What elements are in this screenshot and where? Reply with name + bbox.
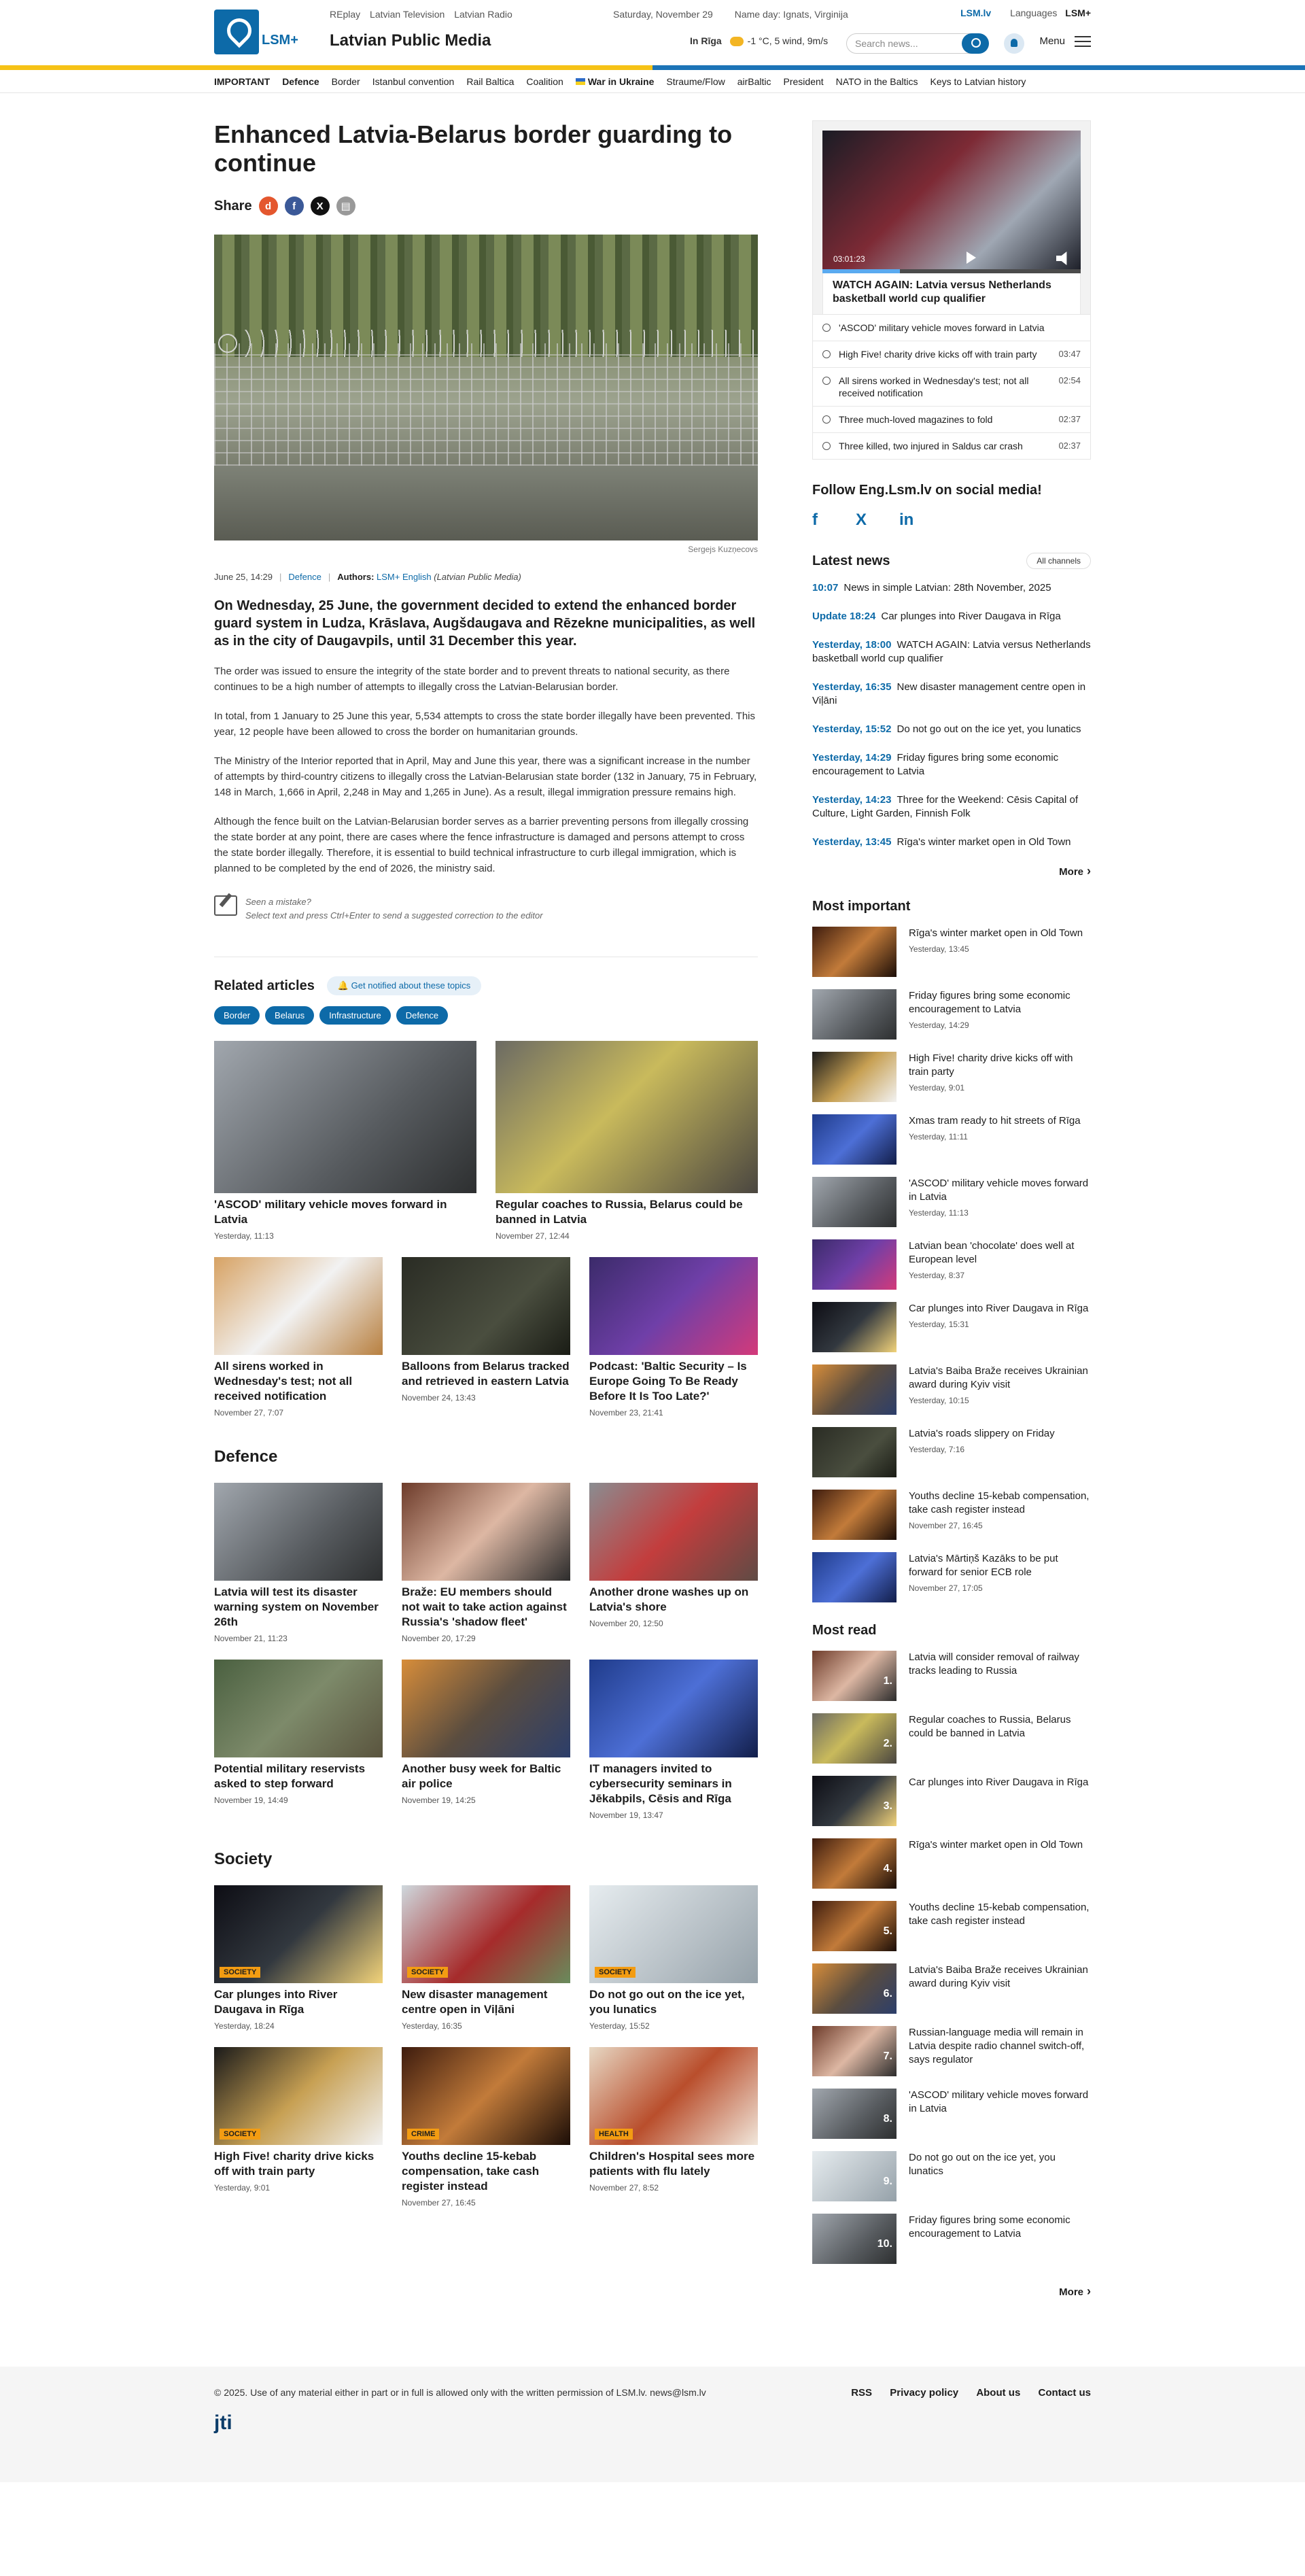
- most-read-item[interactable]: 9. Do not go out on the ice yet, you lunatics: [812, 2151, 1091, 2201]
- video-list-item[interactable]: High Five! charity drive kicks off with train party 03:47: [813, 341, 1090, 367]
- ukraine-flag-icon: [576, 78, 585, 85]
- thumbnail[interactable]: [812, 1177, 897, 1227]
- article-column: [214, 120, 758, 2299]
- card-title[interactable]: Do not go out on the ice yet, you lunatics: [589, 1988, 745, 2016]
- facebook-share-icon[interactable]: f: [285, 196, 304, 216]
- topic-coalition[interactable]: Coalition: [526, 76, 563, 87]
- article-paragraph: Although the fence built on the Latvian-Belarusian border serves as a barrier preventing persons from illegally crossing the state border at any point, there are cases where the fence infrastructure is damaged and persons attempt to cross the state border illegally. Therefore, it is essential to build technical infrastructure to curb illegal immigration, which is planned to be completed by the end of 2026, the ministry said.: [214, 816, 749, 874]
- society-section-title[interactable]: Society: [214, 1850, 273, 1868]
- video-list-item[interactable]: Three killed, two injured in Saldus car crash 02:37: [813, 432, 1090, 459]
- date-info: [613, 9, 867, 20]
- most-read-item[interactable]: 10. Friday figures bring some economic encouragement to Latvia: [812, 2214, 1091, 2264]
- video-title[interactable]: WATCH AGAIN: Latvia versus Netherlands basketball world cup qualifier: [822, 273, 1081, 314]
- card-date: November 19, 14:49: [214, 1796, 288, 1805]
- video-list-item[interactable]: All sirens worked in Wednesday's test; not all received notification 02:54: [813, 367, 1090, 406]
- card-image[interactable]: [402, 1483, 570, 1581]
- play-circle-icon: [822, 442, 831, 450]
- thumbnail[interactable]: 7.: [812, 2026, 897, 2076]
- article-paragraph: The Ministry of the Interior reported that in April, May and June this year, there was a significant increase in the number of attempts by third-country citizens to illegally cross the Latvian-Belarusian state border (132 in January, 75 in February, 148 in March, 1,666 in April, 2,248 in May and 1,265 in June). As a result, illegal immigration pressure remains high.: [214, 755, 757, 798]
- article-date: June 25, 14:29: [214, 572, 273, 582]
- article-paragraph: In total, from 1 January to 25 June this year, 5,534 attempts to cross the state border illegally have been prevented. This year, 12 people have been allowed to cross the border on humanitarian grounds.: [214, 710, 756, 738]
- thumbnail[interactable]: [812, 927, 897, 977]
- footer-links: [836, 2387, 1091, 2399]
- color-stripe: [0, 65, 1305, 70]
- latest-news-item[interactable]: Yesterday, 15:52 Do not go out on the ice yet, you lunatics: [812, 723, 1081, 735]
- thumbnail[interactable]: [812, 1302, 897, 1352]
- search-input[interactable]: Search news...: [846, 33, 982, 54]
- defence-card[interactable]: [214, 1483, 383, 1643]
- card-title[interactable]: Another drone washes up on Latvia's shore: [589, 1585, 749, 1613]
- volume-icon[interactable]: [1056, 252, 1071, 265]
- related-header: [214, 976, 758, 995]
- rss-link[interactable]: RSS: [851, 2387, 873, 2399]
- article-lead: On Wednesday, 25 June, the government decided to extend the enhanced border guard system in Ludza, Krāslava, Augšdaugava and Rēzekne municipalities, as well as in the city of Daugavpils, until 31 December this year.: [214, 598, 756, 649]
- most-important-item[interactable]: 'ASCOD' military vehicle moves forward in Latvia Yesterday, 11:13: [812, 1177, 1091, 1227]
- defence-card[interactable]: [214, 1660, 383, 1820]
- card-image[interactable]: [214, 1660, 383, 1757]
- cloud-sun-icon: [730, 37, 744, 46]
- video-progress[interactable]: [822, 269, 1081, 273]
- play-circle-icon: [822, 415, 831, 424]
- top-link-ltv[interactable]: Latvian Television: [370, 9, 445, 20]
- card-title[interactable]: New disaster management centre open in Viļāni: [402, 1988, 548, 2016]
- thumbnail[interactable]: [812, 989, 897, 1040]
- author-org: (Latvian Public Media): [434, 572, 521, 582]
- latest-more-link[interactable]: More ›: [812, 864, 1091, 878]
- topic-war-ukraine[interactable]: War in Ukraine: [587, 76, 655, 87]
- defence-card[interactable]: [402, 1660, 570, 1820]
- card-date: November 20, 12:50: [589, 1619, 663, 1628]
- defence-grid-1: [214, 1483, 758, 1643]
- card-image[interactable]: [589, 1483, 758, 1581]
- notify-topics-button[interactable]: 🔔 Get notified about these topics: [327, 976, 481, 995]
- card-title[interactable]: Regular coaches to Russia, Belarus could be banned in Latvia: [495, 1198, 743, 1226]
- thumbnail[interactable]: [812, 1552, 897, 1602]
- card-title[interactable]: High Five! charity drive kicks off with train party: [214, 2150, 375, 2178]
- defence-card[interactable]: [589, 1483, 758, 1643]
- card-date: Yesterday, 9:01: [214, 2183, 271, 2193]
- thumbnail[interactable]: [812, 1427, 897, 1477]
- thumbnail[interactable]: 10.: [812, 2214, 897, 2264]
- important-label: IMPORTANT: [214, 76, 271, 87]
- thumbnail[interactable]: [812, 1490, 897, 1540]
- latest-news-item[interactable]: Yesterday, 14:29 Friday figures bring some economic encouragement to Latvia: [812, 752, 1059, 777]
- video-list: [813, 314, 1090, 459]
- defence-grid-2: [214, 1660, 758, 1820]
- category-badge: SOCIETY: [220, 2129, 260, 2140]
- search-icon[interactable]: [962, 33, 989, 54]
- topic-straume[interactable]: Straume/Flow: [666, 76, 725, 87]
- image-credit: Sergejs Kuzņecovs: [688, 545, 758, 554]
- tag-border[interactable]: Border: [214, 1006, 260, 1025]
- facebook-icon[interactable]: f: [812, 511, 818, 529]
- society-card[interactable]: [402, 1885, 570, 2031]
- most-read-title: Most read: [812, 1623, 877, 1638]
- latest-news-item[interactable]: 10:07 News in simple Latvian: 28th November, 2025: [812, 582, 1051, 594]
- society-card[interactable]: [589, 1885, 758, 2031]
- card-title[interactable]: Children's Hospital sees more patients with flu lately: [589, 2150, 755, 2178]
- thumbnail[interactable]: 3.: [812, 1776, 897, 1826]
- most-important-item[interactable]: Latvia's roads slippery on Friday Yesterday, 7:16: [812, 1427, 1091, 1477]
- latest-news-item[interactable]: Yesterday, 13:45 Rīga's winter market open in Old Town: [812, 836, 1071, 848]
- most-important-item[interactable]: Youths decline 15-kebab compensation, take cash register instead November 27, 16:45: [812, 1490, 1091, 1540]
- most-important-list: [812, 927, 1091, 1602]
- related-card[interactable]: [589, 1257, 758, 1418]
- card-title[interactable]: Youths decline 15-kebab compensation, take cash register instead: [402, 2150, 540, 2193]
- most-read-item[interactable]: 6. Latvia's Baiba Braže receives Ukrainian award during Kyiv visit: [812, 1963, 1091, 2014]
- category-badge: CRIME: [407, 2129, 439, 2140]
- most-read-item[interactable]: 2. Regular coaches to Russia, Belarus could be banned in Latvia: [812, 1713, 1091, 1764]
- latest-news-item[interactable]: Yesterday, 18:00 WATCH AGAIN: Latvia versus Netherlands basketball world cup qualifier: [812, 639, 1091, 664]
- logo-text[interactable]: LSM+: [262, 33, 298, 48]
- thumbnail[interactable]: [812, 1364, 897, 1415]
- jti-logo[interactable]: jti: [214, 2411, 232, 2434]
- defence-card[interactable]: [402, 1483, 570, 1643]
- latest-news-list: [812, 581, 1091, 849]
- related-grid-top: [214, 1041, 758, 1241]
- most-read-item[interactable]: 1. Latvia will consider removal of railway tracks leading to Russia: [812, 1651, 1091, 1701]
- topic-president[interactable]: President: [783, 76, 824, 87]
- card-image[interactable]: [589, 1257, 758, 1355]
- play-icon[interactable]: [967, 252, 976, 264]
- most-read-item[interactable]: 5. Youths decline 15-kebab compensation, take cash register instead: [812, 1901, 1091, 1951]
- card-date: November 23, 21:41: [589, 1408, 663, 1418]
- thumbnail[interactable]: 2.: [812, 1713, 897, 1764]
- top-link-radio[interactable]: Latvian Radio: [454, 9, 512, 20]
- authors-label: Authors:: [337, 572, 375, 582]
- tag-belarus[interactable]: Belarus: [265, 1006, 314, 1025]
- card-title[interactable]: Braže: EU members should not wait to take action against Russia's 'shadow fleet': [402, 1585, 567, 1628]
- draugiem-share-icon[interactable]: d: [259, 196, 278, 216]
- play-circle-icon: [822, 324, 831, 332]
- most-read-list: [812, 1651, 1091, 2264]
- x-share-icon[interactable]: X: [311, 196, 330, 216]
- defence-card[interactable]: [589, 1660, 758, 1820]
- thumbnail[interactable]: 8.: [812, 2089, 897, 2139]
- print-icon[interactable]: ▤: [336, 196, 355, 216]
- most-important-item[interactable]: Latvia's Baiba Braže receives Ukrainian award during Kyiv visit Yesterday, 10:15: [812, 1364, 1091, 1415]
- society-grid-2: [214, 2047, 758, 2208]
- article-hero-image: [214, 235, 758, 540]
- card-title[interactable]: Balloons from Belarus tracked and retrieved in eastern Latvia: [402, 1360, 570, 1388]
- topic-border[interactable]: Border: [331, 76, 360, 87]
- most-important-item[interactable]: Rīga's winter market open in Old Town Yesterday, 13:45: [812, 927, 1091, 977]
- thumbnail[interactable]: 4.: [812, 1838, 897, 1889]
- name-day: Name day: Ignats, Virginija: [734, 9, 848, 20]
- thumbnail[interactable]: [812, 1239, 897, 1290]
- card-date: November 19, 13:47: [589, 1810, 663, 1820]
- category-badge: SOCIETY: [220, 1967, 260, 1978]
- thumbnail[interactable]: 6.: [812, 1963, 897, 2014]
- video-list-item[interactable]: Three much-loved magazines to fold 02:37: [813, 406, 1090, 432]
- tag-defence[interactable]: Defence: [396, 1006, 448, 1025]
- defence-section-title[interactable]: Defence: [214, 1447, 278, 1466]
- linkedin-icon[interactable]: in: [899, 511, 914, 529]
- card-date: November 27, 7:07: [214, 1408, 284, 1418]
- video-list-item[interactable]: 'ASCOD' military vehicle moves forward in Latvia: [813, 314, 1090, 341]
- society-grid-1: [214, 1885, 758, 2031]
- related-card[interactable]: [495, 1041, 758, 1241]
- card-date: November 21, 11:23: [214, 1634, 288, 1643]
- menu-label: Menu: [1039, 35, 1065, 47]
- most-read-item[interactable]: 3. Car plunges into River Daugava in Rīga: [812, 1776, 1091, 1826]
- society-card[interactable]: [214, 2047, 383, 2208]
- card-image[interactable]: [589, 1885, 758, 1983]
- card-image[interactable]: [214, 1885, 383, 1983]
- current-date: Saturday, November 29: [613, 9, 713, 20]
- hamburger-icon: [1075, 36, 1091, 47]
- copyright: © 2025. Use of any material either in part or in full is allowed only with the written permission of LSM.lv. news@lsm.lv: [214, 2387, 706, 2398]
- top-links: [330, 9, 519, 20]
- weather-text: -1 °C, 5 wind, 9m/s: [747, 35, 829, 46]
- most-read-more-link[interactable]: More ›: [812, 2284, 1091, 2299]
- thumbnail[interactable]: 1.: [812, 1651, 897, 1701]
- category-badge: SOCIETY: [595, 1967, 636, 1978]
- contact-link[interactable]: Contact us: [1038, 2387, 1091, 2399]
- lsm-link[interactable]: LSM.lv: [960, 7, 992, 18]
- most-important-item[interactable]: Xmas tram ready to hit streets of Rīga Yesterday, 11:11: [812, 1114, 1091, 1165]
- follow-title: Follow Eng.Lsm.lv on social media!: [812, 483, 1042, 498]
- channels-dropdown[interactable]: All channels: [1026, 553, 1091, 569]
- languages-link[interactable]: Languages: [1010, 7, 1058, 18]
- card-title[interactable]: Another busy week for Baltic air police: [402, 1762, 561, 1790]
- report-mistake: [214, 895, 758, 923]
- category-badge: SOCIETY: [407, 1967, 448, 1978]
- related-card[interactable]: [214, 1041, 476, 1241]
- footer: [0, 2367, 1305, 2482]
- thumbnail[interactable]: [812, 1114, 897, 1165]
- topics-bar: [0, 70, 1305, 93]
- card-title[interactable]: All sirens worked in Wednesday's test; not all received notification: [214, 1360, 353, 1403]
- card-title[interactable]: 'ASCOD' military vehicle moves forward in Latvia: [214, 1198, 447, 1226]
- card-date: Yesterday, 15:52: [589, 2021, 650, 2031]
- video-widget: [812, 120, 1091, 460]
- weather-city: In Rīga: [690, 35, 722, 46]
- most-read-item[interactable]: 4. Rīga's winter market open in Old Town: [812, 1838, 1091, 1889]
- pencil-icon: [214, 895, 237, 916]
- card-image[interactable]: [402, 1660, 570, 1757]
- latest-news-item[interactable]: Yesterday, 16:35 New disaster management centre open in Viļāni: [812, 681, 1086, 706]
- latest-news-item[interactable]: Yesterday, 14:23 Three for the Weekend: Cēsis Capital of Culture, Light Garden, Finnish Folk: [812, 794, 1079, 819]
- card-image[interactable]: [214, 1257, 383, 1355]
- card-image[interactable]: [495, 1041, 758, 1193]
- top-right-links: [960, 7, 1091, 18]
- top-link-replay[interactable]: REplay: [330, 9, 361, 20]
- card-image[interactable]: [402, 1885, 570, 1983]
- menu-button[interactable]: [1039, 35, 1091, 47]
- most-important-title: Most important: [812, 899, 911, 914]
- article-category[interactable]: Defence: [288, 572, 321, 582]
- tag-infrastructure[interactable]: Infrastructure: [319, 1006, 391, 1025]
- weather-widget[interactable]: [690, 35, 828, 46]
- card-title[interactable]: Latvia will test its disaster warning system on November 26th: [214, 1585, 379, 1628]
- society-card[interactable]: [214, 1885, 383, 2031]
- card-date: November 27, 12:44: [495, 1231, 570, 1241]
- topic-history[interactable]: Keys to Latvian history: [930, 76, 1026, 87]
- topic-nato[interactable]: NATO in the Baltics: [835, 76, 918, 87]
- card-image[interactable]: [214, 1483, 383, 1581]
- lsm-logo-icon[interactable]: [214, 10, 259, 54]
- play-circle-icon: [822, 350, 831, 358]
- society-card[interactable]: [589, 2047, 758, 2208]
- card-image[interactable]: [589, 2047, 758, 2145]
- article-paragraph: The order was issued to ensure the integrity of the state border and to prevent threats to national security, as there continues to be a high number of attempts to illegally cross the Latvian-Belarusian border.: [214, 666, 730, 693]
- most-important-item[interactable]: Latvian bean 'chocolate' does well at European level Yesterday, 8:37: [812, 1239, 1091, 1290]
- related-card[interactable]: [214, 1257, 383, 1418]
- mistake-text: Select text and press Ctrl+Enter to send a suggested correction to the editor: [245, 910, 543, 921]
- card-title[interactable]: IT managers invited to cybersecurity seminars in Jēkabpils, Cēsis and Rīga: [589, 1762, 732, 1805]
- author-link[interactable]: LSM+ English: [377, 572, 432, 582]
- card-title[interactable]: Potential military reservists asked to step forward: [214, 1762, 366, 1790]
- article-body: [214, 664, 758, 876]
- share-label: Share: [214, 198, 252, 213]
- sidebar: [812, 120, 1091, 2299]
- card-date: Yesterday, 16:35: [402, 2021, 462, 2031]
- x-icon[interactable]: X: [856, 511, 867, 529]
- social-links: [812, 511, 1091, 530]
- card-date: November 24, 13:43: [402, 1393, 476, 1403]
- card-date: Yesterday, 18:24: [214, 2021, 275, 2031]
- most-important-item[interactable]: Latvia's Mārtiņš Kazāks to be put forward for senior ECB role November 27, 17:05: [812, 1552, 1091, 1602]
- play-circle-icon: [822, 377, 831, 385]
- lsm-plus-link[interactable]: LSM+: [1065, 7, 1091, 18]
- video-time: 03:01:23: [833, 254, 865, 264]
- latest-news-header: [812, 553, 1091, 569]
- thumbnail[interactable]: [812, 1052, 897, 1102]
- card-image[interactable]: [214, 1041, 476, 1193]
- bell-icon[interactable]: [1004, 33, 1024, 54]
- category-badge: HEALTH: [595, 2129, 633, 2140]
- most-important-item[interactable]: Car plunges into River Daugava in Rīga Yesterday, 15:31: [812, 1302, 1091, 1352]
- topic-tags: [214, 1006, 758, 1025]
- video-player[interactable]: [822, 131, 1081, 273]
- topic-airbaltic[interactable]: airBaltic: [737, 76, 771, 87]
- card-date: November 20, 17:29: [402, 1634, 476, 1643]
- most-read-item[interactable]: 7. Russian-language media will remain in Latvia despite radio channel switch-off, says regulator: [812, 2026, 1091, 2076]
- thumbnail[interactable]: 5.: [812, 1901, 897, 1951]
- related-grid-bottom: [214, 1257, 758, 1418]
- site-name[interactable]: Latvian Public Media: [330, 31, 491, 50]
- about-link[interactable]: About us: [976, 2387, 1021, 2399]
- topic-defence[interactable]: Defence: [282, 76, 319, 87]
- most-important-item[interactable]: Friday figures bring some economic encouragement to Latvia Yesterday, 14:29: [812, 989, 1091, 1040]
- card-title[interactable]: Car plunges into River Daugava in Rīga: [214, 1988, 338, 2016]
- card-image[interactable]: [214, 2047, 383, 2145]
- card-title[interactable]: Podcast: 'Baltic Security – Is Europe Going To Be Ready Before It Is Too Late?': [589, 1360, 747, 1403]
- site-header: [0, 0, 1305, 65]
- card-date: Yesterday, 11:13: [214, 1231, 274, 1241]
- share-bar: [214, 196, 758, 216]
- mistake-title: Seen a mistake?: [245, 897, 311, 907]
- card-image[interactable]: [589, 1660, 758, 1757]
- card-image[interactable]: [402, 2047, 570, 2145]
- privacy-link[interactable]: Privacy policy: [890, 2387, 959, 2399]
- related-card[interactable]: [402, 1257, 570, 1418]
- topic-rail-baltica[interactable]: Rail Baltica: [466, 76, 515, 87]
- article-title: Enhanced Latvia-Belarus border guarding to continue: [214, 120, 733, 177]
- thumbnail[interactable]: 9.: [812, 2151, 897, 2201]
- society-card[interactable]: [402, 2047, 570, 2208]
- card-date: November 27, 16:45: [402, 2198, 476, 2208]
- card-date: November 19, 14:25: [402, 1796, 476, 1805]
- card-image[interactable]: [402, 1257, 570, 1355]
- related-title: Related articles: [214, 978, 315, 993]
- most-read-item[interactable]: 8. 'ASCOD' military vehicle moves forward in Latvia: [812, 2089, 1091, 2139]
- latest-news-item[interactable]: Update 18:24 Car plunges into River Daugava in Rīga: [812, 611, 1061, 622]
- most-important-item[interactable]: High Five! charity drive kicks off with train party Yesterday, 9:01: [812, 1052, 1091, 1102]
- latest-news-title[interactable]: Latest news: [812, 553, 890, 568]
- topic-istanbul[interactable]: Istanbul convention: [372, 76, 455, 87]
- article-meta: June 25, 14:29 | Defence | Authors: LSM+ English (Latvian Public Media): [214, 572, 521, 582]
- card-date: November 27, 8:52: [589, 2183, 659, 2193]
